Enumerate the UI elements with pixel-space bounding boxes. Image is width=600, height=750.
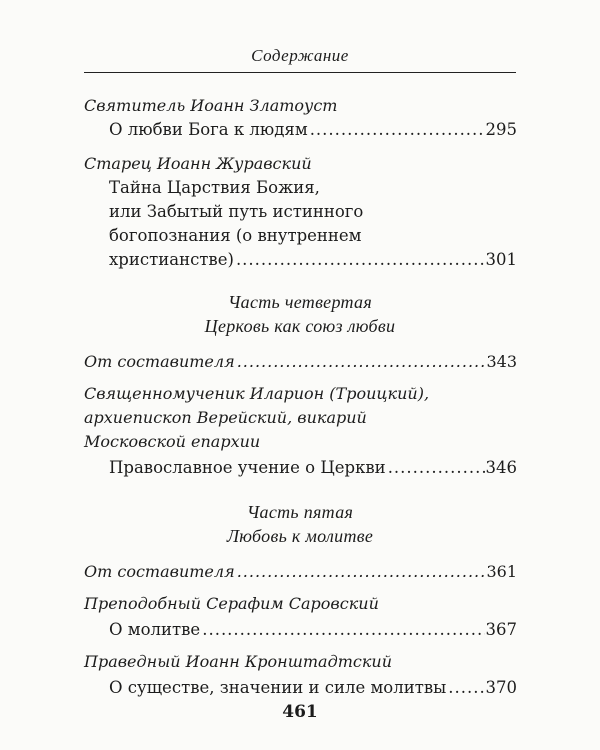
leader-dots (388, 456, 485, 480)
toc-entry-kingdom-secret[interactable] (109, 248, 517, 272)
toc-entry-title: О существе, значении и силе молитвы (109, 678, 447, 697)
toc-entry-line[interactable]: или Забытый путь истинного (109, 202, 364, 221)
author-hilarion-line: Московской епархии (84, 432, 261, 451)
toc-entry-page: 295 (485, 120, 517, 139)
author-chrysostom: Святитель Иоанн Златоуст (84, 96, 338, 115)
header-rule (84, 72, 516, 73)
author-hilarion-line: Священномученик Иларион (Троицкий), (84, 384, 430, 403)
toc-entry-line[interactable]: Тайна Царствия Божия, (109, 178, 320, 197)
toc-entry-page: 367 (485, 620, 517, 639)
leader-dots (448, 676, 484, 700)
leader-dots (310, 118, 485, 142)
leader-dots (237, 560, 486, 584)
toc-entry-on-prayer[interactable] (109, 618, 517, 642)
toc-entry-compiler-part5[interactable] (84, 560, 517, 584)
part-four-title: Церковь как союз любви (204, 316, 396, 336)
leader-dots (236, 248, 485, 272)
toc-entry-page: 301 (485, 250, 517, 269)
toc-entry-title: О молитве (109, 620, 201, 639)
leader-dots (202, 618, 484, 642)
toc-entry-page: 361 (486, 562, 517, 581)
running-head: Содержание (251, 46, 349, 65)
toc-entry-page: 346 (485, 458, 517, 477)
toc-entry-title: О любви Бога к людям (109, 120, 308, 139)
toc-entry-page: 370 (485, 678, 517, 697)
part-four-label: Часть четвертая (227, 292, 373, 312)
toc-entry-title: христианстве) (109, 250, 234, 269)
toc-entry-page: 343 (486, 352, 517, 371)
author-john-kronstadt: Праведный Иоанн Кронштадтский (84, 652, 393, 671)
toc-entry-compiler-part4[interactable] (84, 350, 517, 374)
author-zhuravsky: Старец Иоанн Журавский (84, 154, 312, 173)
page-number: 461 (282, 702, 318, 722)
part-five-title: Любовь к молитве (226, 526, 374, 546)
toc-entry-love-of-god[interactable] (109, 118, 517, 142)
toc-entry-line[interactable]: богопознания (о внутреннем (109, 226, 362, 245)
part-five-label: Часть пятая (246, 502, 354, 522)
toc-entry-essence-of-prayer[interactable] (109, 676, 517, 700)
author-hilarion-line: архиепископ Верейский, викарий (84, 408, 367, 427)
toc-entry-orthodox-church[interactable] (109, 456, 517, 480)
toc-entry-title: От составителя (84, 562, 235, 581)
toc-entry-title: Православное учение о Церкви (109, 458, 386, 477)
author-seraphim: Преподобный Серафим Саровский (84, 594, 379, 613)
toc-entry-title: От составителя (84, 352, 235, 371)
leader-dots (237, 350, 486, 374)
